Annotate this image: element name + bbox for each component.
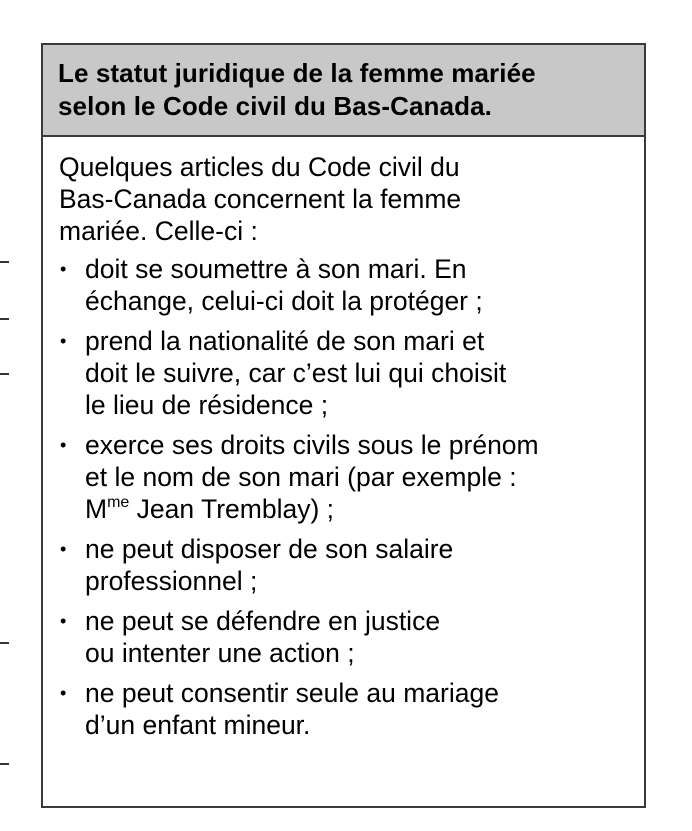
list-item-line: ne peut disposer de son salaire bbox=[85, 534, 454, 564]
box-title bbox=[58, 57, 629, 123]
list-item bbox=[59, 605, 629, 669]
list-item-line: prend la nationalité de son mari et bbox=[85, 326, 485, 356]
list-item-line: d’un enfant mineur. bbox=[85, 710, 311, 740]
title-line-1: Le statut juridique de la femme mariée bbox=[58, 58, 536, 88]
list-item-line: échange, celui-ci doit la protéger ; bbox=[85, 286, 483, 316]
list-item-line: doit se soumettre à son mari. En bbox=[85, 254, 467, 284]
honorific-prefix: M bbox=[85, 494, 108, 524]
margin-tick bbox=[0, 373, 9, 375]
bullet-icon: • bbox=[60, 539, 67, 559]
articles-list bbox=[59, 253, 629, 741]
example-name: Jean Tremblay) ; bbox=[129, 494, 335, 524]
box-header bbox=[43, 45, 644, 137]
list-item-line-example bbox=[85, 494, 334, 524]
intro-line-2: Bas-Canada concernent la femme bbox=[59, 184, 462, 214]
list-item bbox=[59, 429, 629, 525]
bullet-icon: • bbox=[60, 435, 67, 455]
list-item-line: ne peut se défendre en justice bbox=[85, 606, 441, 636]
honorific-superscript: me bbox=[107, 494, 130, 511]
list-item bbox=[59, 677, 629, 741]
list-item bbox=[59, 325, 629, 421]
list-item-line: ou intenter une action ; bbox=[85, 638, 355, 668]
bullet-icon: • bbox=[60, 611, 67, 631]
list-item bbox=[59, 533, 629, 597]
bullet-icon: • bbox=[60, 259, 67, 279]
list-item-line: et le nom de son mari (par exemple : bbox=[85, 462, 517, 492]
margin-tick bbox=[0, 261, 9, 263]
info-box bbox=[41, 43, 646, 808]
title-line-2: selon le Code civil du Bas-Canada. bbox=[58, 91, 492, 121]
list-item-line: le lieu de résidence ; bbox=[85, 390, 329, 420]
box-body bbox=[43, 137, 644, 741]
bullet-icon: • bbox=[60, 683, 67, 703]
list-item-line: exerce ses droits civils sous le prénom bbox=[85, 430, 539, 460]
margin-tick bbox=[0, 642, 9, 644]
margin-tick bbox=[0, 318, 9, 320]
bullet-icon: • bbox=[60, 331, 67, 351]
list-item-line: professionnel ; bbox=[85, 566, 258, 596]
margin-tick bbox=[0, 763, 9, 765]
list-item bbox=[59, 253, 629, 317]
list-item-line: ne peut consentir seule au mariage bbox=[85, 678, 499, 708]
list-item-line: doit le suivre, car c’est lui qui choisit bbox=[85, 358, 507, 388]
intro-line-3: mariée. Celle-ci : bbox=[59, 216, 258, 246]
intro-line-1: Quelques articles du Code civil du bbox=[59, 152, 460, 182]
intro-paragraph bbox=[59, 151, 629, 247]
